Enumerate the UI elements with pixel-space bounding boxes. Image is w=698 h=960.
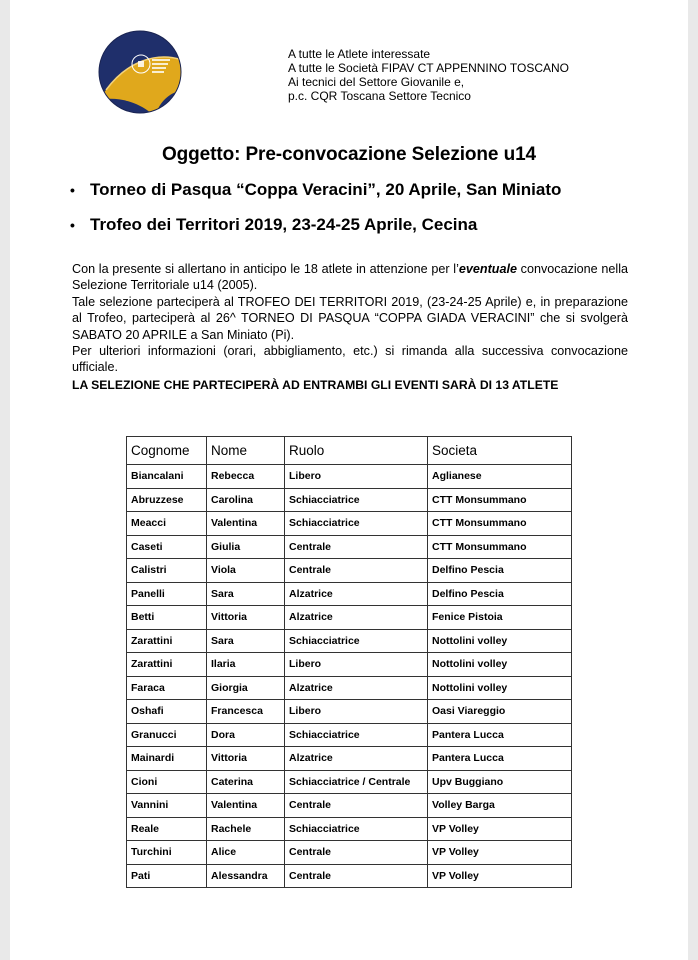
paragraph-details: Tale selezione parteciperà al TROFEO DEI TERRITORI 2019, (23-24-25 Aprile) e, in preparazione al Trofeo, parteciperà al 26^ TORNEO DI PASQUA “COPPA GIADA VERACINI” che si svolgerà SABATO 20 APRILE a San Miniato (Pi). bbox=[72, 294, 628, 342]
table-row bbox=[127, 606, 572, 630]
cell-nome: Viola bbox=[207, 559, 285, 583]
cell-cognome: Betti bbox=[127, 606, 207, 630]
addressee-line: p.c. CQR Toscana Settore Tecnico bbox=[288, 89, 471, 103]
table-row bbox=[127, 747, 572, 771]
event-text: Torneo di Pasqua “Coppa Veracini”, 20 Aprile, San Miniato bbox=[90, 180, 562, 199]
cell-societa: Fenice Pistoia bbox=[428, 606, 572, 630]
cell-ruolo: Centrale bbox=[285, 864, 428, 888]
cell-societa: CTT Monsummano bbox=[428, 535, 572, 559]
table-row bbox=[127, 723, 572, 747]
cell-nome: Valentina bbox=[207, 512, 285, 536]
table-row bbox=[127, 653, 572, 677]
cell-ruolo: Alzatrice bbox=[285, 582, 428, 606]
cell-nome: Vittoria bbox=[207, 747, 285, 771]
cell-nome: Alice bbox=[207, 841, 285, 865]
cell-cognome: Caseti bbox=[127, 535, 207, 559]
cell-nome: Rachele bbox=[207, 817, 285, 841]
cell-ruolo: Centrale bbox=[285, 841, 428, 865]
cell-societa: Delfino Pescia bbox=[428, 582, 572, 606]
cell-societa: Upv Buggiano bbox=[428, 770, 572, 794]
cell-nome: Caterina bbox=[207, 770, 285, 794]
addressee-line: A tutte le Società FIPAV CT APPENNINO TOSCANO bbox=[288, 61, 569, 75]
cell-cognome: Pati bbox=[127, 864, 207, 888]
cell-nome: Rebecca bbox=[207, 465, 285, 489]
cell-cognome: Reale bbox=[127, 817, 207, 841]
table-row bbox=[127, 770, 572, 794]
subject-heading: Oggetto: Pre-convocazione Selezione u14 bbox=[161, 144, 537, 165]
cell-cognome: Zarattini bbox=[127, 629, 207, 653]
cell-cognome: Faraca bbox=[127, 676, 207, 700]
cell-cognome: Oshafi bbox=[127, 700, 207, 724]
column-header-cognome: Cognome bbox=[127, 437, 207, 465]
cell-cognome: Vannini bbox=[127, 794, 207, 818]
table-row bbox=[127, 794, 572, 818]
cell-ruolo: Alzatrice bbox=[285, 606, 428, 630]
table-row bbox=[127, 841, 572, 865]
cell-nome: Giorgia bbox=[207, 676, 285, 700]
cell-nome: Ilaria bbox=[207, 653, 285, 677]
cell-cognome: Cioni bbox=[127, 770, 207, 794]
cell-cognome: Panelli bbox=[127, 582, 207, 606]
cell-cognome: Granucci bbox=[127, 723, 207, 747]
addressee-line: A tutte le Atlete interessate bbox=[288, 47, 431, 61]
table-row bbox=[127, 864, 572, 888]
cell-societa: Aglianese bbox=[428, 465, 572, 489]
cell-ruolo: Alzatrice bbox=[285, 676, 428, 700]
cell-nome: Dora bbox=[207, 723, 285, 747]
paragraph-intro-tail: convocazione nella Selezione Territoriale u14 (2005). bbox=[72, 262, 628, 293]
emphasis-text: eventuale bbox=[458, 262, 517, 276]
cell-societa: VP Volley bbox=[428, 841, 572, 865]
table-row bbox=[127, 629, 572, 653]
selection-notice: LA SELEZIONE CHE PARTECIPERÀ AD ENTRAMBI GLI EVENTI SARÀ DI 13 ATLETE bbox=[72, 377, 559, 392]
event-item bbox=[70, 214, 561, 249]
bullet-icon: • bbox=[70, 217, 75, 233]
cell-nome: Valentina bbox=[207, 794, 285, 818]
addressee-list bbox=[288, 47, 569, 103]
column-header-societa: Societa bbox=[428, 437, 572, 465]
cell-societa: Nottolini volley bbox=[428, 676, 572, 700]
addressee-line: Ai tecnici del Settore Giovanile e, bbox=[288, 75, 465, 89]
cell-cognome: Calistri bbox=[127, 559, 207, 583]
cell-cognome: Mainardi bbox=[127, 747, 207, 771]
cell-cognome: Zarattini bbox=[127, 653, 207, 677]
cell-cognome: Abruzzese bbox=[127, 488, 207, 512]
table-row bbox=[127, 700, 572, 724]
cell-societa: VP Volley bbox=[428, 864, 572, 888]
cell-nome: Francesca bbox=[207, 700, 285, 724]
cell-nome: Giulia bbox=[207, 535, 285, 559]
paragraph-info: Per ulteriori informazioni (orari, abbigliamento, etc.) si rimanda alla successiva convocazione ufficiale. bbox=[72, 344, 628, 375]
column-header-nome: Nome bbox=[207, 437, 285, 465]
cell-ruolo: Centrale bbox=[285, 535, 428, 559]
cell-nome: Alessandra bbox=[207, 864, 285, 888]
table-row bbox=[127, 817, 572, 841]
cell-societa: CTT Monsummano bbox=[428, 512, 572, 536]
table-row bbox=[127, 535, 572, 559]
cell-cognome: Meacci bbox=[127, 512, 207, 536]
cell-nome: Carolina bbox=[207, 488, 285, 512]
cell-ruolo: Schiacciatrice / Centrale bbox=[285, 770, 428, 794]
paragraph-intro bbox=[72, 261, 628, 294]
cell-cognome: Turchini bbox=[127, 841, 207, 865]
cell-societa: Pantera Lucca bbox=[428, 723, 572, 747]
cell-nome: Sara bbox=[207, 629, 285, 653]
cell-ruolo: Libero bbox=[285, 465, 428, 489]
cell-societa: Pantera Lucca bbox=[428, 747, 572, 771]
table-row bbox=[127, 488, 572, 512]
cell-cognome: Biancalani bbox=[127, 465, 207, 489]
cell-ruolo: Centrale bbox=[285, 559, 428, 583]
bullet-icon: • bbox=[70, 182, 75, 198]
table-row bbox=[127, 676, 572, 700]
cell-ruolo: Schiacciatrice bbox=[285, 629, 428, 653]
paragraph-intro-text: Con la presente si allertano in anticipo le 18 atlete in attenzione per l’ bbox=[72, 262, 459, 276]
cell-ruolo: Schiacciatrice bbox=[285, 488, 428, 512]
cell-ruolo: Libero bbox=[285, 653, 428, 677]
table-row bbox=[127, 465, 572, 489]
event-text: Trofeo dei Territori 2019, 23-24-25 Aprile, Cecina bbox=[90, 215, 478, 234]
cell-ruolo: Alzatrice bbox=[285, 747, 428, 771]
table-row bbox=[127, 582, 572, 606]
cell-societa: CTT Monsummano bbox=[428, 488, 572, 512]
event-list bbox=[70, 179, 561, 249]
cell-societa: Nottolini volley bbox=[428, 629, 572, 653]
cell-societa: VP Volley bbox=[428, 817, 572, 841]
cell-societa: Volley Barga bbox=[428, 794, 572, 818]
table-row bbox=[127, 512, 572, 536]
table-row bbox=[127, 559, 572, 583]
cell-ruolo: Schiacciatrice bbox=[285, 817, 428, 841]
cell-nome: Vittoria bbox=[207, 606, 285, 630]
table-header-row bbox=[127, 437, 572, 465]
athlete-table bbox=[126, 436, 572, 888]
letter-body bbox=[72, 261, 628, 393]
cell-ruolo: Schiacciatrice bbox=[285, 723, 428, 747]
cell-ruolo: Schiacciatrice bbox=[285, 512, 428, 536]
cell-nome: Sara bbox=[207, 582, 285, 606]
cell-ruolo: Centrale bbox=[285, 794, 428, 818]
cell-ruolo: Libero bbox=[285, 700, 428, 724]
event-item bbox=[70, 179, 561, 214]
table-body bbox=[127, 465, 572, 888]
cell-societa: Delfino Pescia bbox=[428, 559, 572, 583]
volleyball-logo-icon bbox=[98, 30, 182, 114]
cell-societa: Nottolini volley bbox=[428, 653, 572, 677]
column-header-ruolo: Ruolo bbox=[285, 437, 428, 465]
cell-societa: Oasi Viareggio bbox=[428, 700, 572, 724]
